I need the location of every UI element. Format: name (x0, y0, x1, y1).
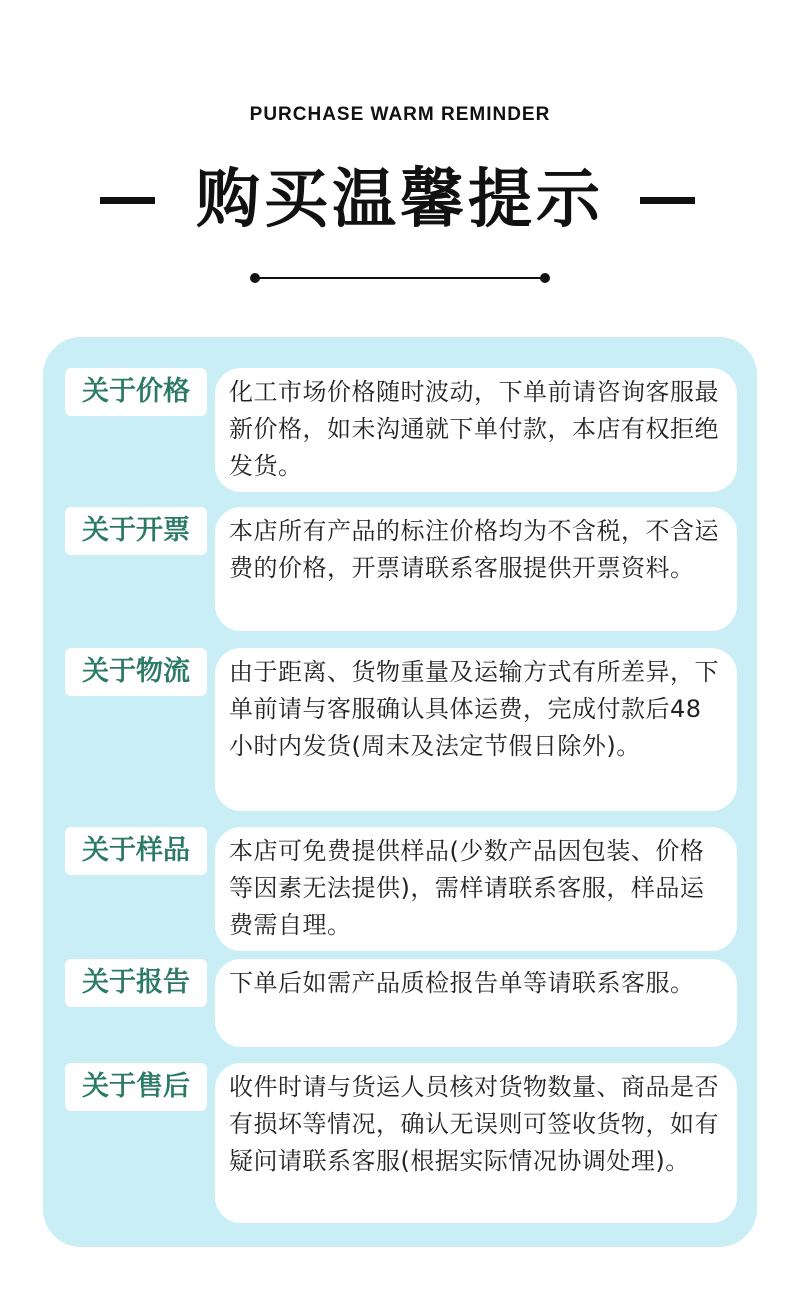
item-text: 本店可免费提供样品(少数产品因包装、价格等因素无法提供)，需样请联系客服，样品运费需自理。 (215, 827, 737, 951)
title-divider (250, 272, 550, 284)
title-row (0, 160, 800, 240)
item-text: 由于距离、货物重量及运输方式有所差异，下单前请与客服确认具体运费，完成付款后48小时内发货(周末及法定节假日除外)。 (215, 648, 737, 811)
item-label: 关于售后 (65, 1063, 207, 1111)
item-text: 本店所有产品的标注价格均为不含税，不含运费的价格，开票请联系客服提供开票资料。 (215, 507, 737, 631)
title-dash-left (100, 197, 155, 204)
title-dash-right (640, 197, 695, 204)
item-label: 关于物流 (65, 648, 207, 696)
page-subtitle: PURCHASE WARM REMINDER (249, 104, 551, 125)
divider-line (256, 277, 544, 279)
item-label: 关于报告 (65, 959, 207, 1007)
divider-dot-right (540, 273, 550, 283)
item-label: 关于开票 (65, 507, 207, 555)
item-label: 关于价格 (65, 368, 207, 416)
reminder-panel (43, 337, 757, 1247)
item-text: 下单后如需产品质检报告单等请联系客服。 (215, 959, 737, 1047)
item-text: 化工市场价格随时波动，下单前请咨询客服最新价格，如未沟通就下单付款，本店有权拒绝发货。 (215, 368, 737, 492)
divider-dot-left (250, 273, 260, 283)
item-label: 关于样品 (65, 827, 207, 875)
page-title: 购买温馨提示 (196, 163, 604, 237)
item-text: 收件时请与货运人员核对货物数量、商品是否有损坏等情况，确认无误则可签收货物，如有疑问请联系客服(根据实际情况协调处理)。 (215, 1063, 737, 1223)
